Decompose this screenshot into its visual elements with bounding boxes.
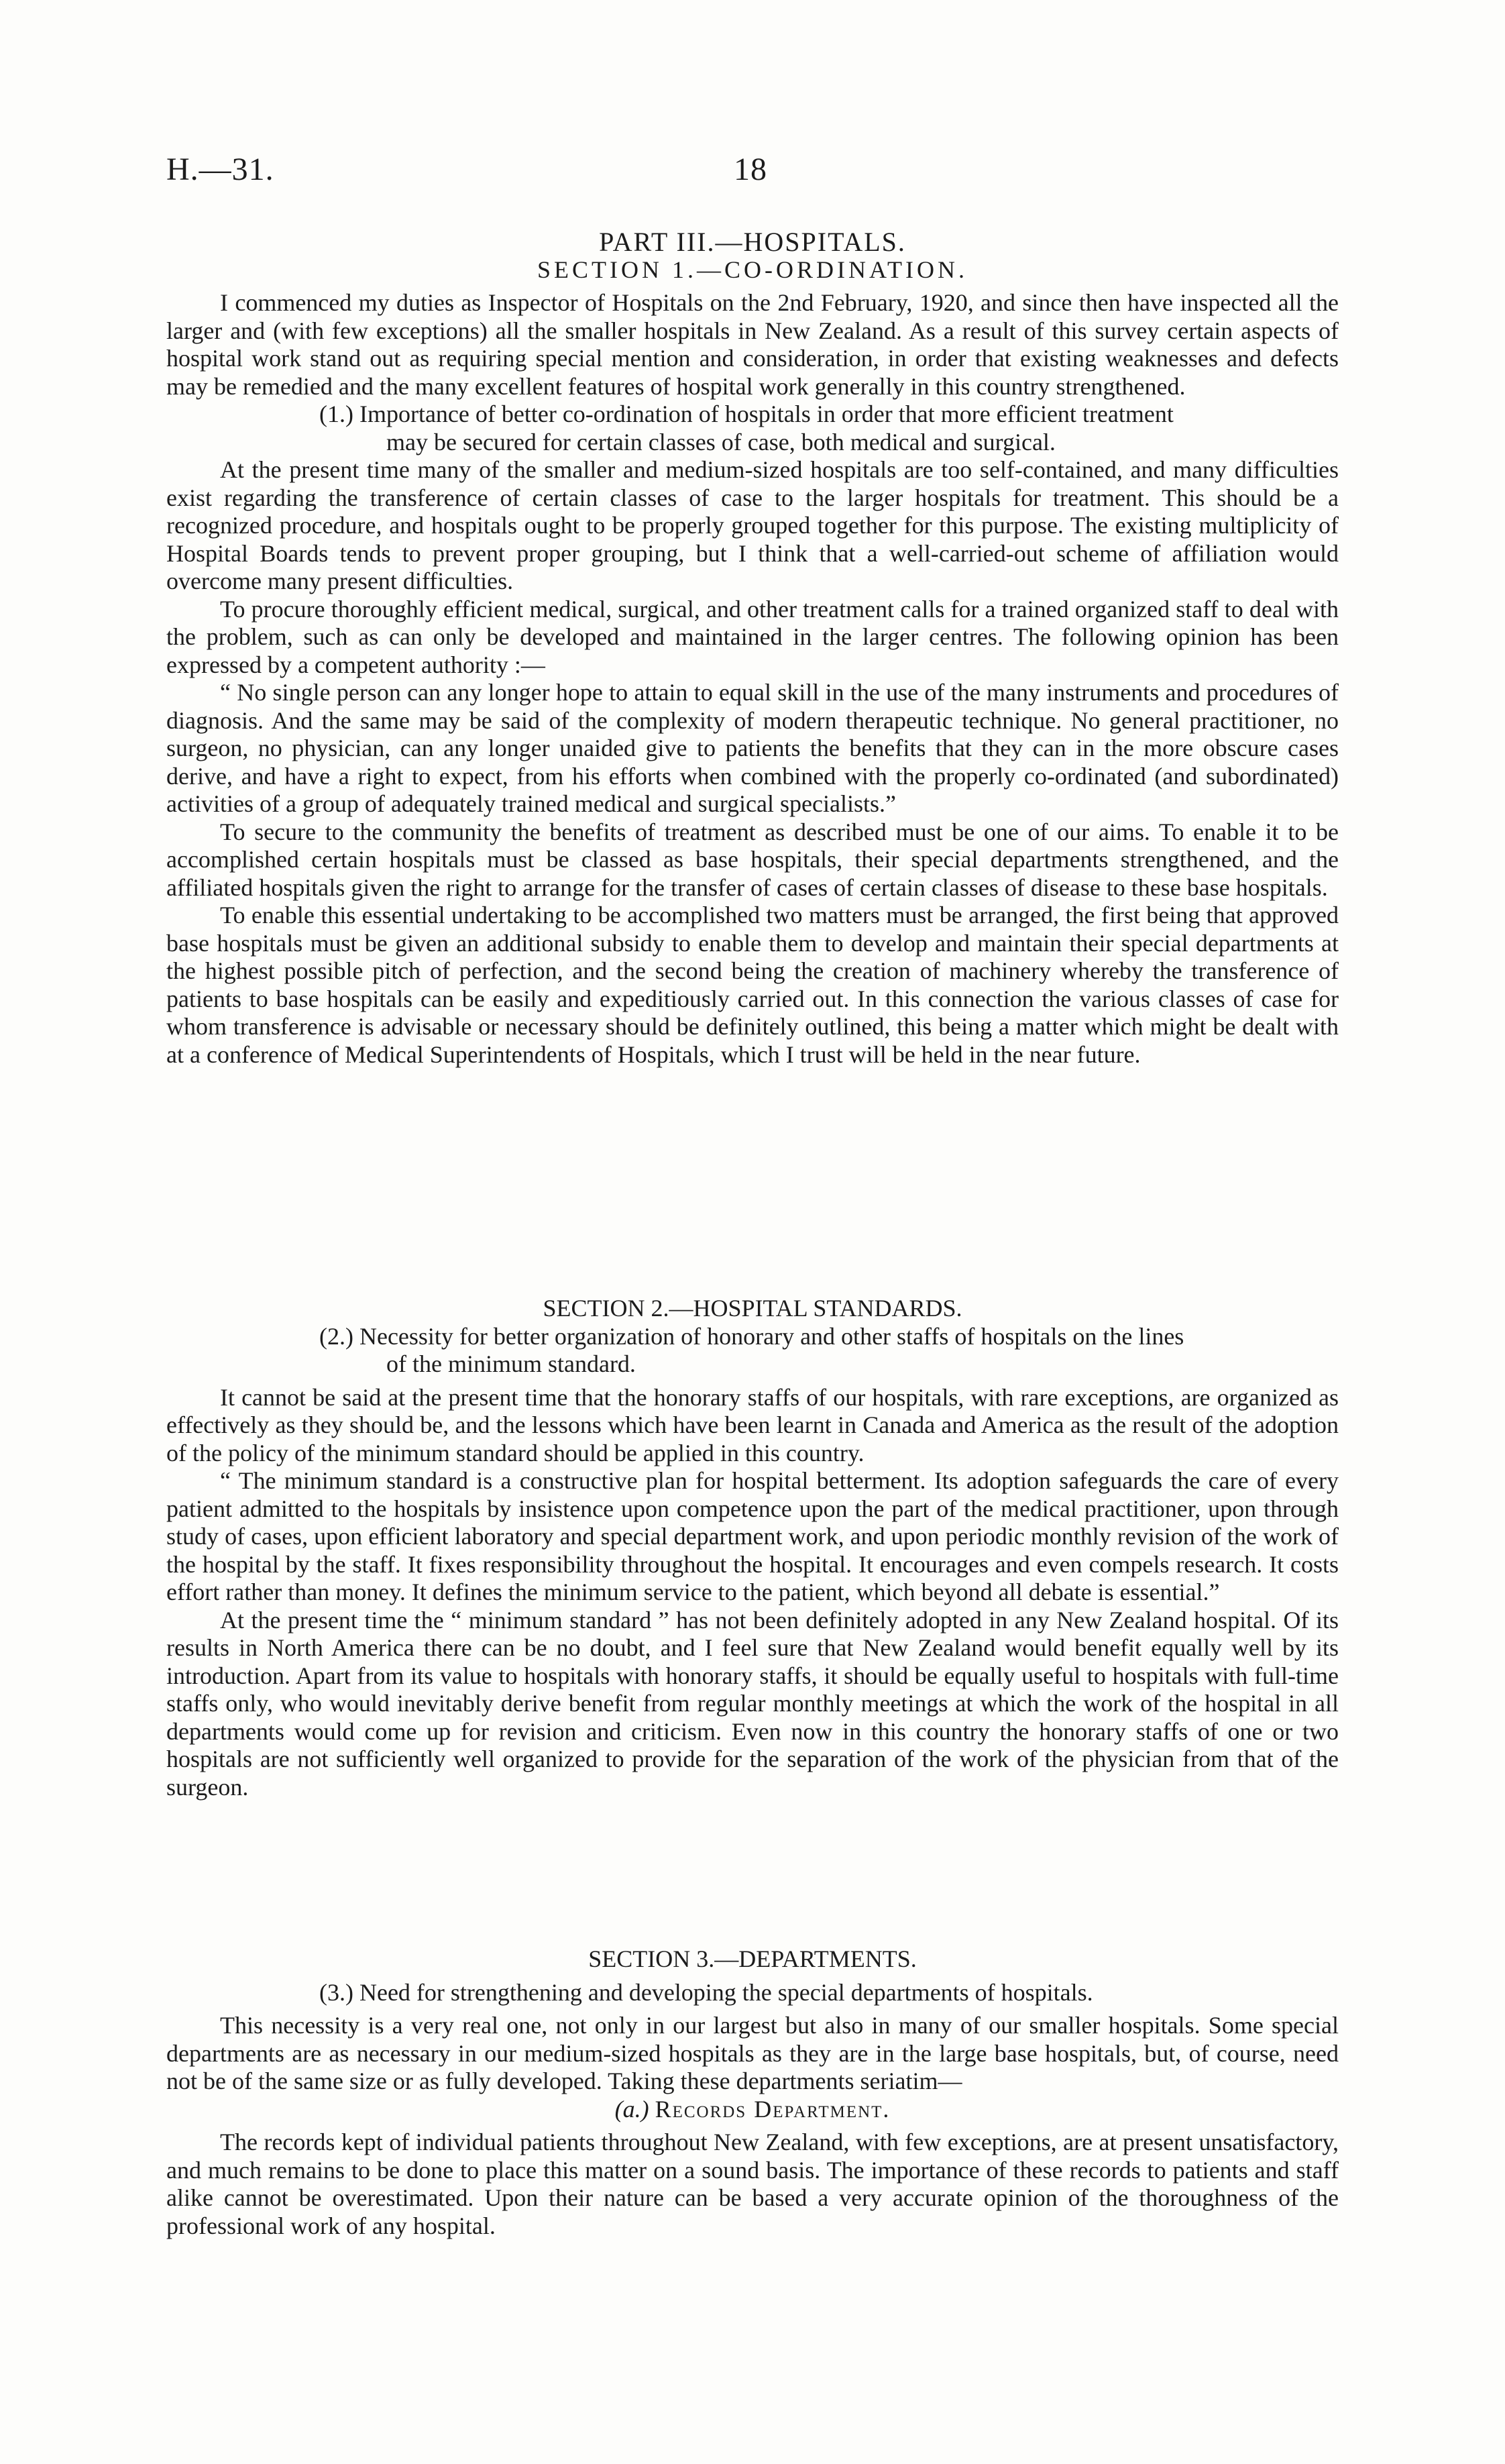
- page-number: 18: [734, 152, 767, 187]
- section-1-block: [166, 228, 1339, 1069]
- page-reference: H.—31.: [166, 152, 274, 187]
- part-title: PART III.—HOSPITALS.: [599, 227, 906, 257]
- section-2-paragraph: It cannot be said at the present time that the honorary staffs of our hospitals, with rare exceptions, are organized as effectively as they should be, and the lessons which have been learnt in Canada and America as the result of the adoption of the policy of the minimum standard should be applied in this country.: [166, 1383, 1339, 1466]
- section-3-title: SECTION 3.—DEPARTMENTS.: [588, 1945, 917, 1972]
- section-2-paragraph: At the present time the “ minimum standard ” has not been definitely adopted in any New Zealand hospital. Of its results in North America there can be no doubt, and I feel sure that New Zealand would benefit equally well by its introduction. Apart from its value to hospitals with honorary staffs, it should be equally useful to hospitals with full-time staffs only, who would inevitably derive benefit from regular monthly meetings at which the work of the hospital in all departments would come up for revision and criticism. Even now in this country the honorary staffs of one or two hospitals are not sufficiently well organized to provide for the separation of the work of the physician from that of the surgeon.: [166, 1606, 1339, 1801]
- section-1-heading: [166, 400, 1339, 456]
- subsection-a-label: (a.): [614, 2095, 649, 2123]
- subsection-a-title: [166, 2096, 1339, 2124]
- subsection-a-name: Records Department.: [655, 2095, 891, 2123]
- section-2-block: [166, 1295, 1339, 1801]
- section-3-heading: (3.) Need for strengthening and developing the special departments of hospitals.: [319, 1978, 1093, 2006]
- section-1-paragraph: At the present time many of the smaller and medium-sized hospitals are too self-contained, and many difficulties exist regarding the transference of certain classes of case to the larger hospitals for treatment. This should be a recognized procedure, and hospitals ought to be properly grouped together for this purpose. The existing multiplicity of Hospital Boards tends to prevent proper grouping, but I think that a well-carried-out scheme of affiliation would overcome many present difficulties.: [166, 456, 1339, 594]
- section-1-quote: “ No single person can any longer hope to attain to equal skill in the use of the many instruments and procedures of diagnosis. And the same may be said of the complexity of modern therapeutic technique. No general practitioner, no surgeon, no physician, can any longer unaided give to patients the benefits that they can in the more obscure cases derive, and have a right to expect, from his efforts when combined with the properly co-ordinated (and subordinated) activities of a group of adequately trained medical and surgical specialists.”: [166, 679, 1339, 817]
- section-1-paragraph: To secure to the community the benefits of treatment as described must be one of our aims. To enable it to be accomplished certain hospitals must be classed as base hospitals, their special departments strengthened, and the affiliated hospitals given the right to arrange for the transfer of cases of certain classes of disease to these base hospitals.: [166, 818, 1339, 901]
- section-3-block: [166, 1945, 1339, 2240]
- section-1-heading-line2: may be secured for certain classes of case, both medical and surgical.: [386, 428, 1056, 456]
- section-3-paragraph: This necessity is a very real one, not only in our largest but also in many of our smaller hospitals. Some special departments are as necessary in our medium-sized hospitals as they are in the large base hospitals, but, of course, need not be of the same size or as fully developed. Taking these departments seriatim—: [166, 2012, 1339, 2094]
- section-1-title: SECTION 1.—CO-ORDINATION.: [537, 256, 968, 283]
- section-1-intro: I commenced my duties as Inspector of Hospitals on the 2nd February, 1920, and since then have inspected all the larger and (with few exceptions) all the smaller hospitals in New Zealand. As a result of this survey certain aspects of hospital work stand out as requiring special mention and consideration, in order that existing weaknesses and defects may be remedied and the many excellent features of hospital work generally in this country strengthened.: [166, 289, 1339, 400]
- section-1-heading-line1: (1.) Importance of better co-ordination of hospitals in order that more efficient treatment: [319, 400, 1174, 427]
- section-1-paragraph: To procure thoroughly efficient medical, surgical, and other treatment calls for a trained organized staff to deal with the problem, such as can only be developed and maintained in the larger centres. The following opinion has been expressed by a competent authority :—: [166, 595, 1339, 678]
- section-2-title: SECTION 2.—HOSPITAL STANDARDS.: [543, 1295, 962, 1322]
- section-2-heading: [166, 1323, 1339, 1379]
- section-3-paragraph: The records kept of individual patients throughout New Zealand, with few exceptions, are at present unsatisfactory, and much remains to be done to place this matter on a sound basis. The importance of these records to patients and staff alike cannot be overestimated. Upon their nature can be based a very accurate opinion of the thoroughness of the professional work of any hospital.: [166, 2129, 1339, 2239]
- section-2-heading-line1: (2.) Necessity for better organization of honorary and other staffs of hospitals on the lines: [319, 1322, 1184, 1350]
- section-2-quote: “ The minimum standard is a constructive plan for hospital betterment. Its adoption safeguards the care of every patient admitted to the hospitals by insistence upon competence upon the part of the medical practitioner, upon through study of cases, upon efficient laboratory and special department work, and upon periodic monthly revision of the work of the hospital by the staff. It fixes responsibility throughout the hospital. It encourages and even compels research. It costs effort rather than money. It defines the minimum service to the patient, which beyond all debate is essential.”: [166, 1467, 1339, 1605]
- section-1-paragraph: To enable this essential undertaking to be accomplished two matters must be arranged, the first being that approved base hospitals must be given an additional subsidy to enable them to develop and maintain their special departments at the highest possible pitch of perfection, and the second being the creation of machinery whereby the transference of patients to base hospitals can be easily and expeditiously carried out. In this connection the various classes of case for whom transference is advisable or necessary should be definitely outlined, this being a matter which might be dealt with at a conference of Medical Superintendents of Hospitals, which I trust will be held in the near future.: [166, 902, 1339, 1068]
- section-2-heading-line2: of the minimum standard.: [386, 1350, 636, 1377]
